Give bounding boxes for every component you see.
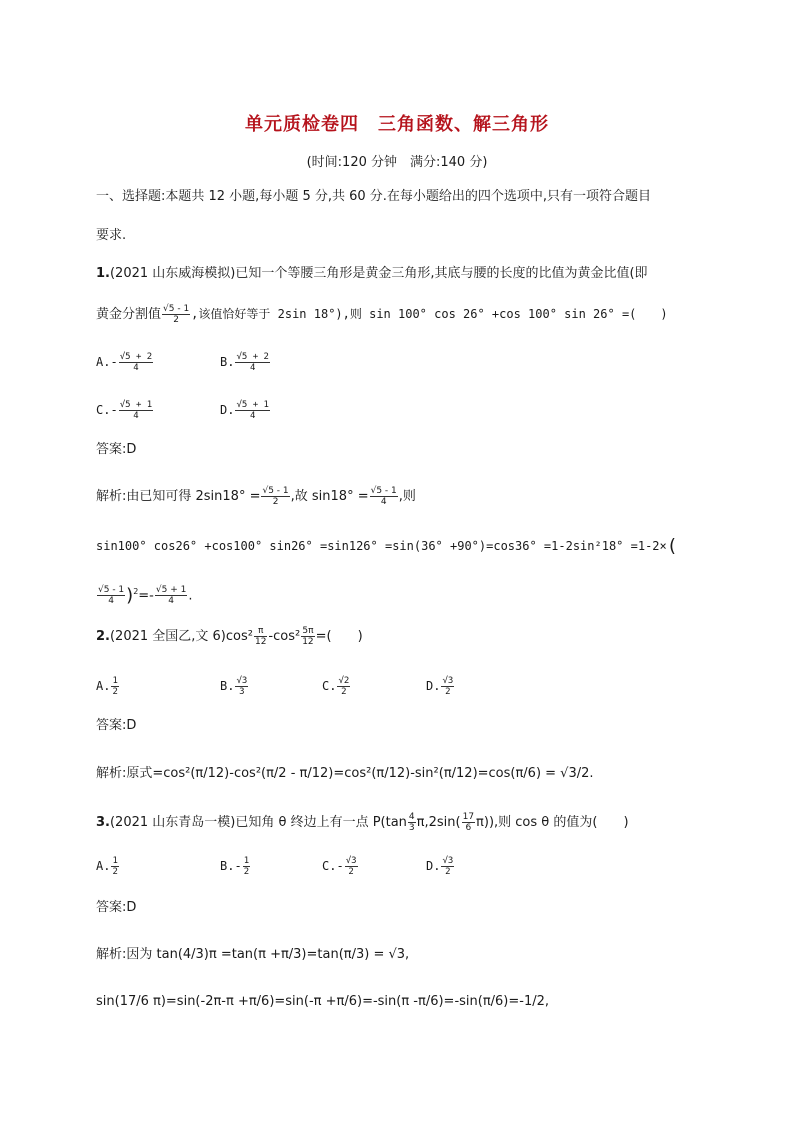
q3-answer: 答案:D [96,900,137,915]
q3-text: (2021 山东青岛一模)已知角 θ 终边上有一点 P(tan [109,815,407,830]
option-label: B. [220,355,235,369]
q1-stem-post: ,该值恰好等于 2sin 18°),则 sin 100° cos 26° +cos 100° sin 26° =( ) [191,307,668,321]
fraction-denominator: 2 [348,867,354,877]
option-fraction [111,856,118,877]
q1-solution-line2 [96,536,678,557]
fraction-denominator: 4 [380,497,387,507]
open-paren: ( [666,535,678,557]
fraction-denominator: 2 [445,867,451,877]
section-heading-line1: 一、选择题:本题共 12 小题,每小题 5 分,共 60 分.在每小题给出的四个选项中,只有一项符合题目 [96,189,652,204]
solution-text: sin100° cos26° +cos100° sin26° =sin126° =sin(36° +90°)=cos36° =1-2sin²18° =1-2× [96,539,667,553]
q2-text: -cos² [268,629,301,644]
option-fraction [119,400,154,421]
fraction-numerator: √5 + 1 [119,400,153,410]
fraction-numerator: √5 - 1 [370,486,397,496]
fraction-numerator: √5 + 1 [155,585,187,596]
fraction-numerator: √5 - 1 [163,304,190,314]
q1-golden-fraction [162,304,190,325]
fraction-numerator: √2 [338,676,350,686]
fraction-denominator: 4 [250,363,256,373]
q2-option-b[interactable] [220,676,249,697]
q3-option-d[interactable] [426,856,455,877]
close-paren: ) [126,584,134,606]
fraction-denominator: 6 [465,823,472,833]
page-title: 单元质检卷四 三角函数、解三角形 [245,114,549,135]
fraction-denominator: 2 [445,687,451,697]
fraction-numerator: 1 [112,676,118,686]
q1-option-a[interactable] [96,352,154,373]
q2-fraction [254,626,267,647]
fraction-denominator: 12 [302,637,314,647]
fraction-numerator: π [254,626,267,637]
option-label: B. [220,859,235,873]
exponent: 2 [133,587,139,596]
q1-option-c[interactable] [96,400,154,421]
fraction-denominator: 2 [272,497,279,507]
exam-info: (时间:120 分钟 满分:140 分) [306,155,488,170]
q2-stem [96,626,363,647]
fraction-numerator: √3 [345,856,357,866]
q3-text: π)),则 cos θ 的值为( ) [476,815,629,830]
option-label: A. [96,679,111,693]
solution-text: =- [138,588,154,604]
fraction-numerator: 17 [462,812,475,822]
fraction-denominator: 3 [239,687,245,697]
q3-fraction [462,812,475,833]
section-heading-line2: 要求. [96,228,127,243]
q3-solution-line1: 解析:因为 tan(4/3)π =tan(π +π/3)=tan(π/3) = √3, [96,947,410,962]
option-fraction [119,352,154,373]
fraction-denominator: 4 [133,363,139,373]
fraction-denominator: 3 [408,823,415,833]
option-label: B. [220,679,235,693]
q1-stem-line2 [96,304,668,325]
fraction-numerator: √5 - 1 [98,585,125,596]
fraction-numerator: 1 [112,856,118,866]
q1-stem-pre: 黄金分割值 [96,307,162,322]
fraction-denominator: 4 [168,596,174,607]
q1-option-b[interactable] [220,352,271,373]
fraction-denominator: 4 [250,411,256,421]
option-fraction [345,856,358,877]
q2-text: =( ) [315,629,363,644]
option-label: A. [96,355,111,369]
q2-solution: 解析:原式=cos²(π/12)-cos²(π/2 - π/12)=cos²(π/12)-sin²(π/12)=cos(π/6) = √3/2. [96,766,594,781]
solution-fraction [155,585,187,606]
solution-fraction [97,585,125,606]
fraction-numerator: 4 [408,812,415,822]
fraction-numerator: √3 [442,856,454,866]
q1-stem-text1: (2021 山东威海模拟)已知一个等腰三角形是黄金三角形,其底与腰的长度的比值为黄金比值(即 [109,266,648,281]
option-fraction [235,352,270,373]
option-fraction [235,400,270,421]
option-label: C. [96,403,111,417]
q3-fraction [408,812,416,833]
q3-option-a[interactable] [96,856,120,877]
q2-option-c[interactable] [322,676,351,697]
option-fraction [243,856,250,877]
q2-fraction [301,626,314,647]
option-label: D. [220,403,235,417]
q3-stem [96,812,629,833]
q3-text: π,2sin( [416,815,461,830]
option-fraction [111,676,118,697]
q1-stem-line1 [96,264,648,284]
option-sign: - [110,355,118,369]
q3-number: 3. [96,815,110,830]
solution-fraction [261,486,289,507]
q1-answer: 答案:D [96,442,137,457]
option-fraction [441,676,454,697]
q2-option-d[interactable] [426,676,455,697]
fraction-denominator: 4 [133,411,139,421]
fraction-denominator: 2 [341,687,347,697]
fraction-numerator: √3 [236,676,248,686]
fraction-denominator: 2 [112,867,118,877]
solution-text: ,则 [398,489,416,504]
fraction-numerator: √3 [442,676,454,686]
fraction-denominator: 2 [243,867,250,877]
option-label: C. [322,679,337,693]
option-sign: - [336,859,344,873]
fraction-denominator: 2 [112,687,118,697]
q1-solution-line1 [96,486,416,507]
fraction-numerator: 5π [302,626,314,636]
option-fraction [235,676,248,697]
q1-option-d[interactable] [220,400,271,421]
q3-solution-line2: sin(17/6 π)=sin(-2π-π +π/6)=sin(-π +π/6)=-sin(π -π/6)=-sin(π/6)=-1/2, [96,994,550,1009]
option-sign: - [234,859,242,873]
fraction-numerator: √5 - 1 [262,486,289,496]
q2-answer: 答案:D [96,718,137,733]
q1-solution-line3 [96,582,192,606]
fraction-numerator: √5 + 2 [236,352,269,362]
solution-fraction [370,486,398,507]
option-sign: - [110,403,118,417]
q2-text: (2021 全国乙,文 6)cos² [109,629,253,644]
solution-text: ,故 sin18° = [290,489,369,504]
fraction-denominator: 4 [108,596,114,607]
fraction-denominator: 12 [254,637,267,647]
q1-number: 1. [96,266,110,281]
q3-option-b[interactable] [220,856,251,877]
fraction-denominator: 2 [173,315,179,325]
fraction-numerator: 1 [243,856,250,866]
option-label: D. [426,859,441,873]
q2-number: 2. [96,629,110,644]
option-fraction [337,676,350,697]
solution-text: 解析:由已知可得 2sin18° = [96,489,261,504]
option-label: D. [426,679,441,693]
fraction-numerator: √5 + 2 [119,352,153,362]
option-label: C. [322,859,337,873]
q2-option-a[interactable] [96,676,120,697]
option-fraction [441,856,454,877]
q3-option-c[interactable] [322,856,359,877]
solution-text: . [188,588,193,604]
fraction-numerator: √5 + 1 [236,400,269,410]
option-label: A. [96,859,111,873]
